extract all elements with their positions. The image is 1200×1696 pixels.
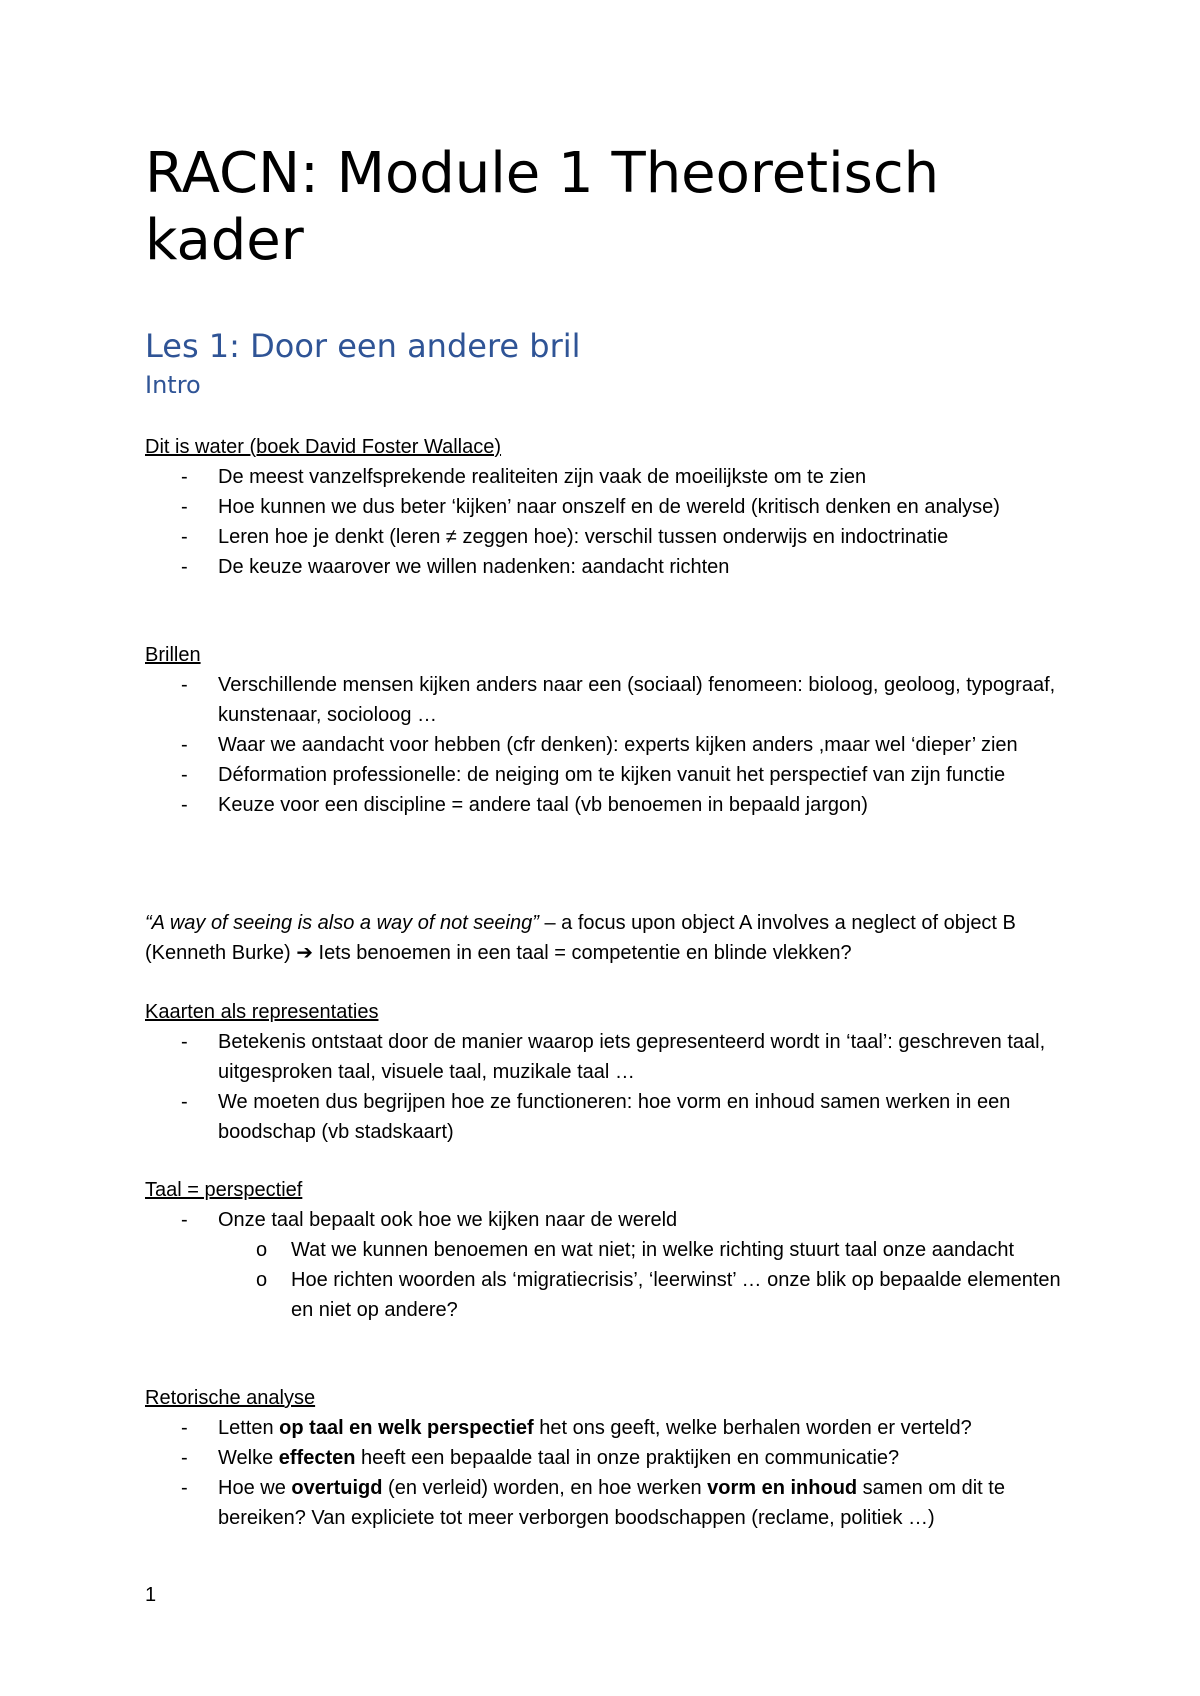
text: Letten: [218, 1417, 280, 1439]
list-item: - Waar we aandacht voor hebben (cfr denken): experts kijken anders ,maar wel ‘dieper’ zien: [145, 730, 1065, 760]
section-title: Kaarten als representaties: [145, 1001, 379, 1023]
bold-text: overtuigd: [291, 1477, 383, 1499]
list-item: - Leren hoe je denkt (leren ≠ zeggen hoe): verschil tussen onderwijs en indoctrinatie: [145, 522, 1065, 552]
list-item-text: Onze taal bepaalt ook hoe we kijken naar de wereld: [218, 1209, 678, 1231]
bold-text: op taal en welk perspectief: [279, 1417, 534, 1439]
section-taal: [145, 1175, 1065, 1325]
list-item: [145, 1413, 1065, 1443]
section-title: Dit is water (boek David Foster Wallace): [145, 436, 502, 458]
lesson-heading: Les 1: Door een andere bril: [145, 327, 581, 365]
list-item: - Betekenis ontstaat door de manier waarop iets gepresenteerd wordt in ‘taal’: geschreven taal, uitgesproken taal, visuele taal, muzikale taal …: [145, 1027, 1065, 1087]
list-item: - We moeten dus begrijpen hoe ze functioneren: hoe vorm en inhoud samen werken in een boodschap (vb stadskaart): [145, 1087, 1065, 1147]
section-dit-is-water: [145, 432, 1065, 582]
bullet-list: [145, 670, 1065, 820]
sub-bullet-list: [218, 1235, 1065, 1325]
sub-list-item: o Wat we kunnen benoemen en wat niet; in welke richting stuurt taal onze aandacht: [145, 1235, 1065, 1265]
bold-text: vorm en inhoud: [707, 1477, 858, 1499]
section-title: Retorische analyse: [145, 1387, 316, 1409]
list-item: - De keuze waarover we willen nadenken: aandacht richten: [145, 552, 1065, 582]
bullet-list: [145, 1027, 1065, 1147]
quote-italic: “A way of seeing is also a way of not seeing”: [145, 912, 539, 934]
section-title: Brillen: [145, 644, 201, 666]
section-retorische-analyse: [145, 1383, 1065, 1533]
text: Welke: [218, 1447, 279, 1469]
bullet-list: [145, 462, 1065, 582]
text: (en verleid) worden, en hoe werken: [382, 1477, 708, 1499]
bullet-list: [145, 1413, 1065, 1533]
text: heeft een bepaalde taal in onze praktijken en communicatie?: [355, 1447, 900, 1469]
list-item: - Hoe kunnen we dus beter ‘kijken’ naar onszelf en de wereld (kritisch denken en analyse): [145, 492, 1065, 522]
text: Hoe we: [218, 1477, 292, 1499]
burke-quote: [145, 908, 1065, 968]
page-number: 1: [145, 1584, 157, 1606]
section-kaarten: [145, 997, 1065, 1147]
text: het ons geeft, welke berhalen worden er verteld?: [533, 1417, 972, 1439]
document-title: RACN: Module 1 Theoretisch kader: [145, 141, 940, 273]
section-brillen: [145, 640, 1065, 820]
quote-rest: – a focus upon object A involves a neglect of object B (Kenneth Burke) ➔ Iets benoemen in een taal = competentie en blinde vlekken?: [145, 912, 1016, 964]
list-item: - Keuze voor een discipline = andere taal (vb benoemen in bepaald jargon): [145, 790, 1065, 820]
list-item: [145, 1205, 1065, 1325]
list-item: - Déformation professionelle: de neiging om te kijken vanuit het perspectief van zijn functie: [145, 760, 1065, 790]
list-item: - De meest vanzelfsprekende realiteiten zijn vaak de moeilijkste om te zien: [145, 462, 1065, 492]
list-item: [145, 1473, 1065, 1533]
intro-heading: Intro: [145, 371, 201, 399]
list-item: - Verschillende mensen kijken anders naar een (sociaal) fenomeen: bioloog, geoloog, typograaf, kunstenaar, socioloog …: [145, 670, 1065, 730]
sub-list-item: o Hoe richten woorden als ‘migratiecrisis’, ‘leerwinst’ … onze blik op bepaalde elementen en niet op andere?: [145, 1265, 1065, 1325]
section-title: Taal = perspectief: [145, 1179, 303, 1201]
text: samen om dit te bereiken? Van expliciete tot meer verborgen boodschappen (reclame, politiek …): [218, 1477, 1005, 1529]
bullet-list: [145, 1205, 1065, 1325]
bold-text: effecten: [278, 1447, 356, 1469]
list-item: [145, 1443, 1065, 1473]
